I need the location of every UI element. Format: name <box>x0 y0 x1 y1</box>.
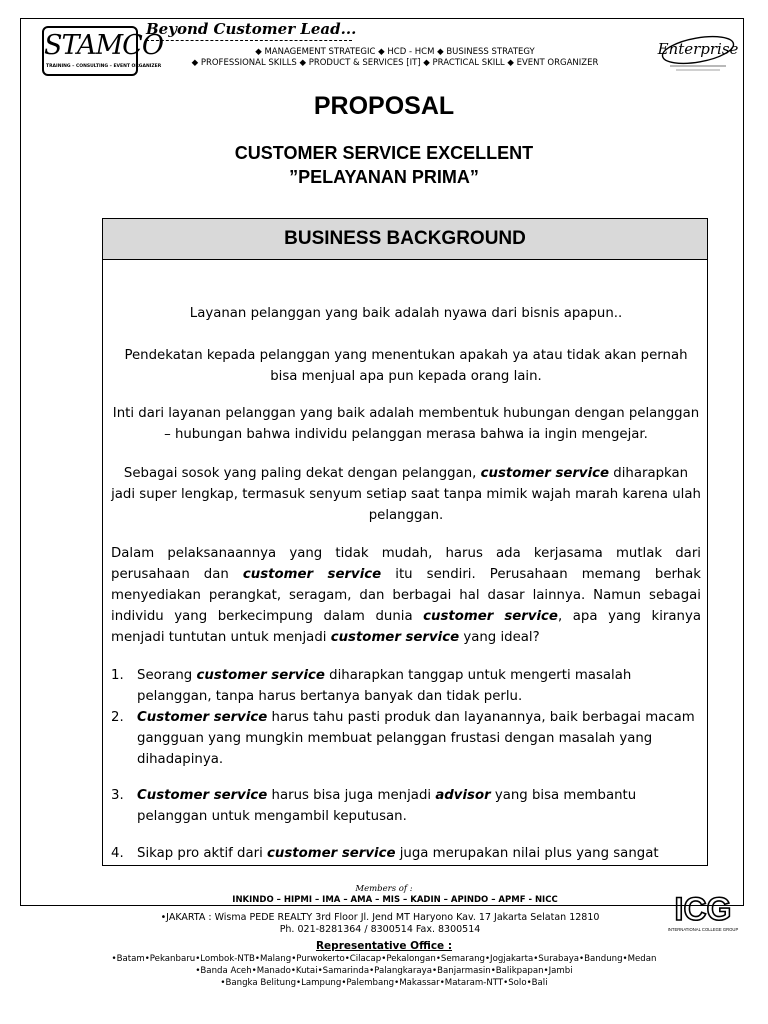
enterprise-logo-text: Enterprise <box>657 40 739 58</box>
paragraph-5-emphasis-1: customer service <box>242 567 382 582</box>
list-item-text-c: yang bisa membantu pelanggan untuk mengambil keputusan. <box>137 788 637 824</box>
list-item-number: 3. <box>111 788 124 803</box>
paragraph-5 <box>111 543 701 648</box>
subtitle-line-2: ”PELAYANAN PRIMA” <box>289 167 479 187</box>
paragraph-2: Pendekatan kepada pelanggan yang menentukan apakah ya atau tidak akan pernah bisa menjual apa pun kepada orang lain. <box>124 348 688 384</box>
tagline-divider <box>146 40 352 41</box>
paragraph-5-text-c: , apa yang kiranya menjadi tuntutan untuk menjadi <box>111 609 701 645</box>
page-title: PROPOSAL <box>313 92 455 120</box>
office-cities-line-2: •Banda Aceh•Manado•Kutai•Samarinda•Palangkaraya•Banjarmasin•Balikpapan•Jambi <box>195 966 573 976</box>
paragraph-4 <box>111 463 701 526</box>
list-item-number: 1. <box>111 668 124 683</box>
services-line-1: ◆ MANAGEMENT STRATEGIC ◆ HCD - HCM ◆ BUSINESS STRATEGY <box>255 47 535 57</box>
section-title: BUSINESS BACKGROUND <box>284 228 526 249</box>
list-item-emphasis: customer service <box>267 846 396 861</box>
paragraph-3: Inti dari layanan pelanggan yang baik adalah membentuk hubungan dengan pelanggan – hubungan bahwa individu pelanggan merasa bahwa ia ingin mengejar. <box>112 406 700 442</box>
tagline: Beyond Customer Lead... <box>146 20 357 38</box>
list-item-text <box>137 707 697 770</box>
subtitle-line-1: CUSTOMER SERVICE EXCELLENT <box>234 143 534 163</box>
list-item-text-b: harus bisa juga menjadi <box>267 788 436 803</box>
stamco-logo <box>42 26 163 76</box>
paragraph-5-emphasis-2: customer service <box>423 609 558 624</box>
members-label: Members of : <box>355 884 413 894</box>
section-header <box>103 219 707 260</box>
list-item-text-b: diharapkan tanggap untuk mengerti masalah pelanggan, tanpa harus bertanya banyak dan tidak perlu. <box>137 668 632 704</box>
list-item-text <box>137 785 697 827</box>
list-item-text <box>137 665 697 707</box>
list-item-number: 4. <box>111 846 124 861</box>
paragraph-5-text-a: Dalam pelaksanaannya yang tidak mudah, harus ada kerjasama mutlak dari perusahaan dan <box>111 546 701 582</box>
icg-logo-caption: INTERNATIONAL COLLEGE GROUP <box>667 927 739 932</box>
paragraph-4-text-a: Sebagai sosok yang paling dekat dengan pelanggan, <box>123 466 481 481</box>
paragraph-4-emphasis: customer service <box>480 466 610 481</box>
members-list: INKINDO – HIPMI – IMA – AMA – MIS – KADIN – APINDO – APMF - NICC <box>232 895 558 905</box>
list-item-emphasis: Customer service <box>137 710 268 725</box>
paragraph-4-text-b: diharapkan jadi super lengkap, termasuk senyum setiap saat tanpa mimik wajah marah karena ulah pelanggan. <box>111 466 701 523</box>
stamco-logo-text: STAMCO <box>44 30 163 61</box>
list-item-text-b: harus tahu pasti produk dan layanannya, baik berbagai macam gangguan yang mungkin membuat pelanggan frustasi dengan masalah yang dihadapinya. <box>137 710 695 767</box>
list-item-emphasis: Customer service <box>137 788 268 803</box>
list-item-emphasis-2: advisor <box>435 788 491 803</box>
icg-logo <box>662 890 744 934</box>
office-cities-line-1: •Batam•Pekanbaru•Lombok-NTB•Malang•Purwokerto•Cilacap•Pekalongan•Semarang•Jogjakarta•Surabaya•Bandung•Medan <box>111 954 657 964</box>
list-item-number: 2. <box>111 710 124 725</box>
icg-logo-text: ICG <box>674 891 732 927</box>
stamco-logo-subtext: TRAINING – CONSULTING – EVENT ORGANIZER <box>46 64 162 69</box>
paragraph-5-text-b: itu sendiri. Perusahaan memang berhak menyediakan perangkat, seragam, dan berbagai hal dasar lainnya. Namun sebagai individu yang berkecimpung dalam dunia <box>111 567 702 624</box>
list-item-text-a: Seorang <box>137 668 197 683</box>
office-phone: Ph. 021-8281364 / 8300514 Fax. 8300514 <box>279 924 481 935</box>
services-line-2: ◆ PROFESSIONAL SKILLS ◆ PRODUCT & SERVICES [IT] ◆ PRACTICAL SKILL ◆ EVENT ORGANIZER <box>191 58 599 68</box>
list-item-text <box>137 843 697 864</box>
paragraph-1: Layanan pelanggan yang baik adalah nyawa dari bisnis apapun.. <box>189 306 623 321</box>
enterprise-logo <box>656 30 740 74</box>
business-background-section <box>102 218 708 866</box>
paragraph-5-emphasis-3: customer service <box>330 630 460 645</box>
list-item-text-b: juga merupakan nilai plus yang sangat <box>395 846 659 861</box>
office-cities-line-3: •Bangka Belitung•Lampung•Palembang•Makassar•Mataram-NTT•Solo•Bali <box>220 978 548 988</box>
office-address: •JAKARTA : Wisma PEDE REALTY 3rd Floor Jl. Jend MT Haryono Kav. 17 Jakarta Selatan 12810 <box>160 912 600 923</box>
list-item-emphasis: customer service <box>196 668 325 683</box>
representative-office-heading: Representative Office : <box>315 940 453 952</box>
list-item-text-a: Sikap pro aktif dari <box>137 846 268 861</box>
paragraph-5-text-d: yang ideal? <box>459 630 540 645</box>
